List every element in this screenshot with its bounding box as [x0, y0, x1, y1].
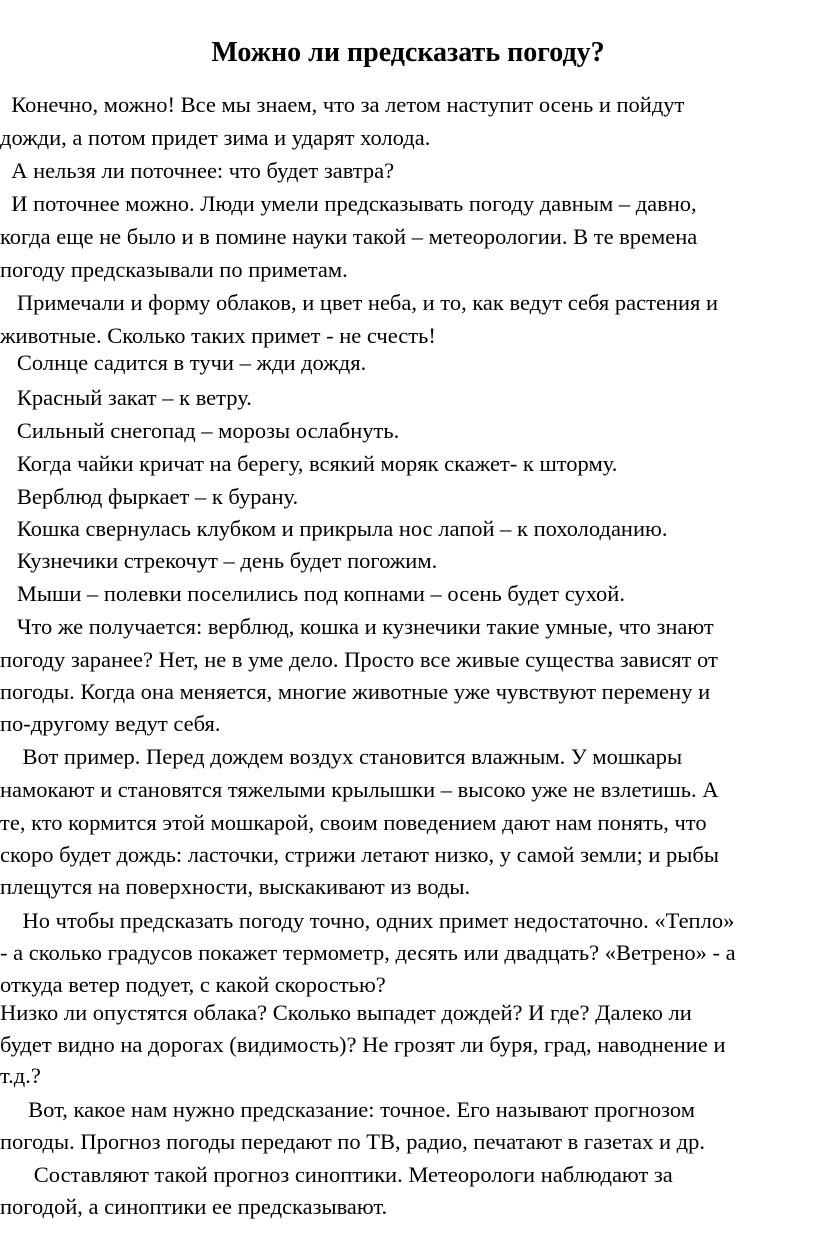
text-line: те, кто кормится этой мошкарой, своим поведением дают нам понять, что: [0, 810, 707, 835]
text-line: погоды. Когда она меняется, многие животные уже чувствуют перемену и: [0, 679, 711, 704]
text-line: дожди, а потом придет зима и ударят холода.: [0, 125, 431, 150]
text-line: Но чтобы предсказать погоду точно, одних примет недостаточно. «Тепло»: [0, 908, 735, 933]
text-line: Что же получается: верблюд, кошка и кузнечики такие умные, что знают: [0, 614, 714, 639]
text-line: погоды. Прогноз погоды передают по ТВ, радио, печатают в газетах и др.: [0, 1129, 705, 1154]
text-line: Низко ли опустятся облака? Сколько выпадет дождей? И где? Далеко ли: [0, 1000, 692, 1025]
text-line: намокают и становятся тяжелыми крылышки – высоко уже не взлетишь. А: [0, 777, 719, 802]
text-line: погоду заранее? Нет, не в уме дело. Просто все живые существа зависят от: [0, 647, 718, 672]
text-line: скоро будет дождь: ласточки, стрижи летают низко, у самой земли; и рыбы: [0, 842, 719, 867]
text-line: погоду предсказывали по приметам.: [0, 257, 348, 282]
text-line: Когда чайки кричат на берегу, всякий моряк скажет- к шторму.: [0, 451, 618, 476]
text-line: Сильный снегопад – морозы ослабнуть.: [0, 418, 400, 443]
text-line: откуда ветер подует, с какой скоростью?: [0, 972, 386, 997]
text-line: А нельзя ли поточнее: что будет завтра?: [0, 158, 395, 183]
text-line: плещутся на поверхности, выскакивают из воды.: [0, 874, 471, 899]
page-title: Можно ли предсказать погоду?: [211, 37, 605, 68]
text-line: Вот, какое нам нужно предсказание: точное. Его называют прогнозом: [0, 1097, 695, 1122]
text-line: по-другому ведут себя.: [0, 711, 221, 736]
text-line: животные. Сколько таких примет - не счесть!: [0, 323, 436, 348]
text-line: Конечно, можно! Все мы знаем, что за летом наступит осень и пойдут: [0, 92, 685, 117]
text-line: - а сколько градусов покажет термометр, десять или двадцать? «Ветрено» - а: [0, 940, 736, 965]
text-line: Мыши – полевки поселились под копнами – осень будет сухой.: [0, 581, 625, 606]
text-line: Составляют такой прогноз синоптики. Метеорологи наблюдают за: [0, 1162, 673, 1187]
text-line: И поточнее можно. Люди умели предсказывать погоду давным – давно,: [0, 191, 697, 216]
text-line: когда еще не было и в помине науки такой – метеорологии. В те времена: [0, 224, 698, 249]
text-line: Солнце садится в тучи – жди дождя.: [0, 350, 367, 375]
text-line: погодой, а синоптики ее предсказывают.: [0, 1194, 388, 1219]
text-line: Кузнечики стрекочут – день будет погожим.: [0, 548, 438, 573]
text-line: Верблюд фыркает – к бурану.: [0, 484, 299, 509]
text-line: т.д.?: [0, 1063, 41, 1088]
text-line: Красный закат – к ветру.: [0, 385, 252, 410]
text-line: Кошка свернулась клубком и прикрыла нос лапой – к похолоданию.: [0, 516, 668, 541]
text-line: будет видно на дорогах (видимость)? Не грозят ли буря, град, наводнение и: [0, 1032, 726, 1057]
text-line: Вот пример. Перед дождем воздух становится влажным. У мошкары: [0, 744, 683, 769]
text-line: Примечали и форму облаков, и цвет неба, и то, как ведут себя растения и: [0, 290, 719, 315]
